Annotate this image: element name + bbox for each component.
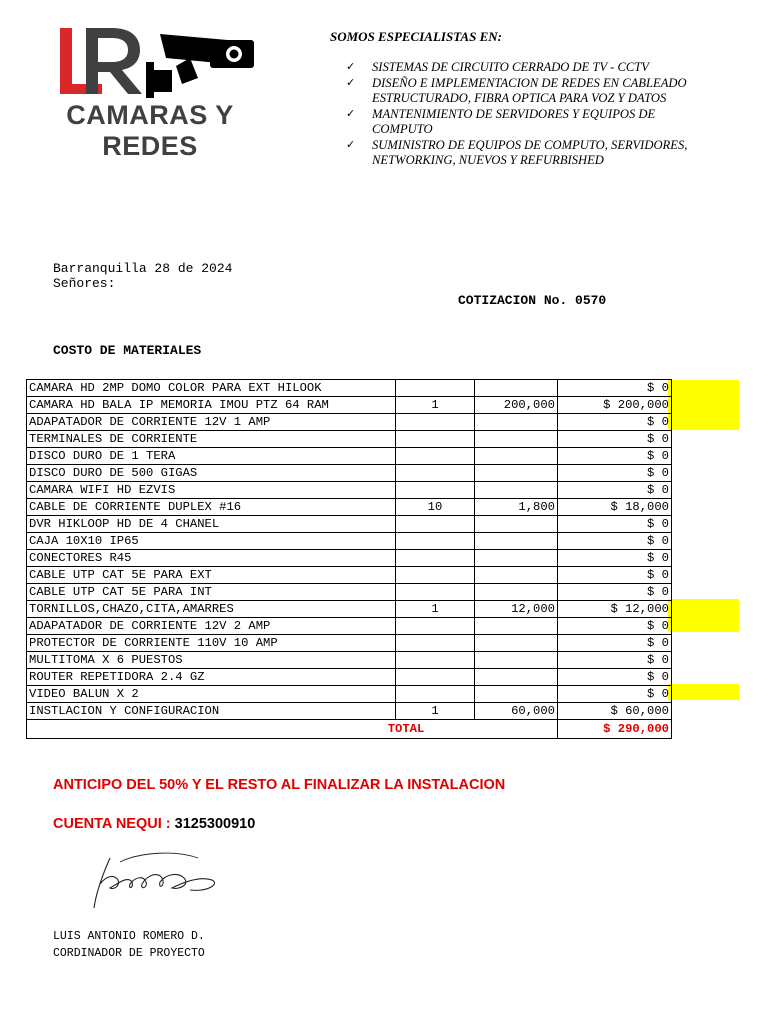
cell-total: $ 60,000 xyxy=(558,703,672,720)
cell-quantity xyxy=(396,618,475,635)
cell-unit-price xyxy=(475,533,558,550)
checkmark-icon: ✓ xyxy=(346,76,356,89)
cell-quantity xyxy=(396,465,475,482)
cctv-camera-icon xyxy=(146,34,254,98)
cell-unit-price xyxy=(475,669,558,686)
cell-unit-price: 200,000 xyxy=(475,397,558,414)
table-row xyxy=(27,686,672,703)
table-row xyxy=(27,533,672,550)
cell-total: $ 0 xyxy=(558,550,672,567)
payment-terms: ANTICIPO DEL 50% Y EL RESTO AL FINALIZAR LA INSTALACION xyxy=(53,777,506,793)
table-row xyxy=(27,703,672,720)
list-item-text: SUMINISTRO DE EQUIPOS DE COMPUTO, SERVIDORES, NETWORKING, NUEVOS Y REFURBISHED xyxy=(372,137,688,167)
cell-unit-price: 1,800 xyxy=(475,499,558,516)
cell-total: $ 0 xyxy=(558,448,672,465)
list-item xyxy=(346,60,706,76)
total-row xyxy=(27,720,672,739)
cell-total: $ 0 xyxy=(558,431,672,448)
cell-description: CABLE DE CORRIENTE DUPLEX #16 xyxy=(27,499,396,516)
cell-description: DISCO DURO DE 500 GIGAS xyxy=(27,465,396,482)
cell-total: $ 0 xyxy=(558,516,672,533)
cell-unit-price xyxy=(475,567,558,584)
cell-total: $ 0 xyxy=(558,380,672,397)
cell-description: INSTLACION Y CONFIGURACION xyxy=(27,703,396,720)
account-info xyxy=(53,816,255,832)
cell-description: TORNILLOS,CHAZO,CITA,AMARRES xyxy=(27,601,396,618)
table-row xyxy=(27,380,672,397)
cell-total: $ 0 xyxy=(558,482,672,499)
cell-quantity xyxy=(396,652,475,669)
table-row xyxy=(27,431,672,448)
cell-total: $ 0 xyxy=(558,635,672,652)
list-item-text: DISEÑO E IMPLEMENTACION DE REDES EN CABLEADO ESTRUCTURADO, FIBRA OPTICA PARA VOZ Y DATOS xyxy=(372,75,687,105)
checkmark-icon: ✓ xyxy=(346,61,356,73)
cell-quantity xyxy=(396,414,475,431)
table-row xyxy=(27,414,672,431)
cell-description: CAJA 10X10 IP65 xyxy=(27,533,396,550)
cell-total: $ 18,000 xyxy=(558,499,672,516)
cell-unit-price xyxy=(475,431,558,448)
cell-description: DVR HIKLOOP HD DE 4 CHANEL xyxy=(27,516,396,533)
table-row xyxy=(27,499,672,516)
signature xyxy=(80,848,230,918)
cell-quantity xyxy=(396,686,475,703)
cell-unit-price xyxy=(475,635,558,652)
quote-number: COTIZACION No. 0570 xyxy=(458,293,607,308)
cell-unit-price xyxy=(475,652,558,669)
cell-description: MULTITOMA X 6 PUESTOS xyxy=(27,652,396,669)
cell-description: ADAPATADOR DE CORRIENTE 12V 2 AMP xyxy=(27,618,396,635)
account-label: CUENTA NEQUI : xyxy=(53,816,171,832)
highlight-block xyxy=(668,380,739,430)
city-date: Barranquilla 28 de 2024 xyxy=(53,261,233,276)
signer-role: CORDINADOR DE PROYECTO xyxy=(53,947,205,960)
table-row xyxy=(27,635,672,652)
cell-total: $ 12,000 xyxy=(558,601,672,618)
cell-description: VIDEO BALUN X 2 xyxy=(27,686,396,703)
cell-quantity xyxy=(396,567,475,584)
cell-total: $ 0 xyxy=(558,414,672,431)
logo-graphic xyxy=(50,22,270,102)
highlight-block xyxy=(668,599,739,632)
cell-quantity xyxy=(396,431,475,448)
materials-table xyxy=(26,379,672,739)
list-item xyxy=(346,138,706,169)
table-row xyxy=(27,601,672,618)
section-title: COSTO DE MATERIALES xyxy=(53,343,202,358)
cell-quantity xyxy=(396,516,475,533)
cell-total: $ 0 xyxy=(558,465,672,482)
logo-line-1: CAMARAS Y xyxy=(66,100,234,130)
cell-quantity xyxy=(396,635,475,652)
list-item xyxy=(346,76,706,107)
cell-unit-price xyxy=(475,380,558,397)
list-item-text: MANTENIMIENTO DE SERVIDORES Y EQUIPOS DE COMPUTO xyxy=(372,106,656,136)
cell-description: CABLE UTP CAT 5E PARA EXT xyxy=(27,567,396,584)
table-row xyxy=(27,482,672,499)
cell-quantity xyxy=(396,448,475,465)
cell-unit-price xyxy=(475,482,558,499)
cell-total: $ 0 xyxy=(558,686,672,703)
cell-description: DISCO DURO DE 1 TERA xyxy=(27,448,396,465)
cell-description: PROTECTOR DE CORRIENTE 110V 10 AMP xyxy=(27,635,396,652)
table-row xyxy=(27,516,672,533)
cell-quantity: 1 xyxy=(396,703,475,720)
cell-unit-price xyxy=(475,550,558,567)
cell-quantity: 1 xyxy=(396,601,475,618)
specialties-list xyxy=(346,60,706,169)
cell-quantity xyxy=(396,380,475,397)
cell-quantity: 1 xyxy=(396,397,475,414)
cell-description: CONECTORES R45 xyxy=(27,550,396,567)
table-row xyxy=(27,618,672,635)
cell-quantity xyxy=(396,669,475,686)
cell-unit-price xyxy=(475,618,558,635)
cell-total: $ 200,000 xyxy=(558,397,672,414)
cell-total: $ 0 xyxy=(558,669,672,686)
cell-description: ADAPATADOR DE CORRIENTE 12V 1 AMP xyxy=(27,414,396,431)
table-row xyxy=(27,652,672,669)
cell-unit-price xyxy=(475,686,558,703)
cell-total: $ 0 xyxy=(558,533,672,550)
list-item xyxy=(346,107,706,138)
cell-quantity xyxy=(396,550,475,567)
checkmark-icon: ✓ xyxy=(346,138,356,151)
cell-description: CAMARA HD BALA IP MEMORIA IMOU PTZ 64 RAM xyxy=(27,397,396,414)
cell-unit-price xyxy=(475,584,558,601)
table-row xyxy=(27,448,672,465)
cell-quantity: 10 xyxy=(396,499,475,516)
cell-description: CAMARA WIFI HD EZVIS xyxy=(27,482,396,499)
cell-unit-price xyxy=(475,448,558,465)
cell-unit-price xyxy=(475,465,558,482)
total-value: $ 290,000 xyxy=(558,720,672,739)
highlight-block xyxy=(668,684,739,700)
signer-block xyxy=(53,928,205,962)
account-number: 3125300910 xyxy=(174,816,256,832)
cell-description: CAMARA HD 2MP DOMO COLOR PARA EXT HILOOK xyxy=(27,380,396,397)
cell-total: $ 0 xyxy=(558,618,672,635)
table-row xyxy=(27,669,672,686)
signer-name: LUIS ANTONIO ROMERO D. xyxy=(53,930,205,943)
cell-total: $ 0 xyxy=(558,584,672,601)
cell-description: CABLE UTP CAT 5E PARA INT xyxy=(27,584,396,601)
cell-unit-price xyxy=(475,414,558,431)
company-logo xyxy=(50,22,270,162)
cell-total: $ 0 xyxy=(558,567,672,584)
checkmark-icon: ✓ xyxy=(346,107,356,120)
cell-unit-price xyxy=(475,516,558,533)
cell-description: ROUTER REPETIDORA 2.4 GZ xyxy=(27,669,396,686)
specialties-title: SOMOS ESPECIALISTAS EN: xyxy=(330,29,502,44)
cell-quantity xyxy=(396,533,475,550)
cell-unit-price: 12,000 xyxy=(475,601,558,618)
table-row xyxy=(27,567,672,584)
total-label: TOTAL xyxy=(27,720,558,739)
cell-total: $ 0 xyxy=(558,652,672,669)
table-row xyxy=(27,550,672,567)
table-row xyxy=(27,397,672,414)
table-row xyxy=(27,465,672,482)
recipient-label: Señores: xyxy=(53,276,116,291)
cell-description: TERMINALES DE CORRIENTE xyxy=(27,431,396,448)
cell-quantity xyxy=(396,584,475,601)
cell-quantity xyxy=(396,482,475,499)
logo-line-2: REDES xyxy=(102,131,198,161)
cell-unit-price: 60,000 xyxy=(475,703,558,720)
table-row xyxy=(27,584,672,601)
list-item-text: SISTEMAS DE CIRCUITO CERRADO DE TV - CCTV xyxy=(372,60,649,74)
